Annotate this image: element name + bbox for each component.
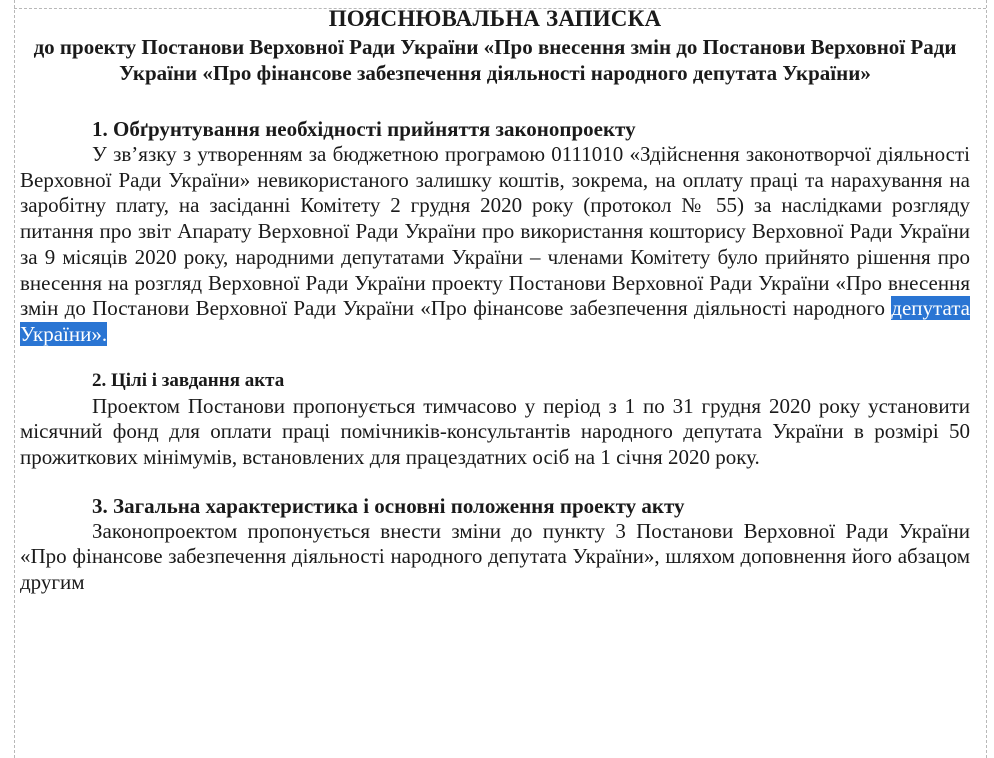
section-body-2[interactable]: Проектом Постанови пропонується тимчасово у період з 1 по 31 грудня 2020 року установити місячний фонд для оплати праці помічників-консультантів народного депутата України в розмірі 50 прожиткових мінімумів, встановлених для працездатних осіб на 1 січня 2020 року. — [20, 393, 970, 470]
document-content[interactable] — [20, 4, 970, 596]
document-title: ПОЯСНЮВАЛЬНА ЗАПИСКА — [328, 6, 662, 31]
section-body-1[interactable] — [20, 142, 970, 348]
section-body-1-text: У зв’язку з утворенням за бюджетною програмою 0111010 «Здійснення законотворчої діяльності Верховної Ради України» невикористаного залишку коштів, зокрема, на оплату праці та нарахування на заробітну плату, на засіданні Комітету 2 грудня 2020 року (протокол № 55) за наслідками розгляду питання про звіт Апарату Верховної Ради України про використання кошторису Верховної Ради України за 9 місяців 2020 року, народними депутатами України – членами Комітету було прийнято рішення про внесення на розгляд Верховної Ради України проекту Постанови Верховної Ради України «Про внесення змін до Постанови Верховної Ради України «Про фінансове забезпечення діяльності народного — [20, 142, 970, 321]
margin-guide-right — [986, 0, 987, 758]
margin-guide-left — [14, 0, 15, 758]
selected-text[interactable]: депутата України». — [20, 296, 970, 346]
section-heading-3: 3. Загальна характеристика і основні положення проекту акту — [92, 493, 685, 518]
section-body-3[interactable]: Законопроектом пропонується внести зміни до пункту 3 Постанови Верховної Ради України «Про фінансове забезпечення діяльності народного депутата України», шляхом доповнення його абзацом другим — [20, 518, 970, 595]
document-subtitle: до проекту Постанови Верховної Ради України «Про внесення змін до Постанови Верховної Ради України «Про фінансове забезпечення діяльності народного депутата України» — [33, 35, 957, 85]
section-heading-1: 1. Обґрунтування необхідності прийняття законопроекту — [92, 117, 636, 141]
section-heading-2: 2. Цілі і завдання акта — [92, 369, 285, 391]
